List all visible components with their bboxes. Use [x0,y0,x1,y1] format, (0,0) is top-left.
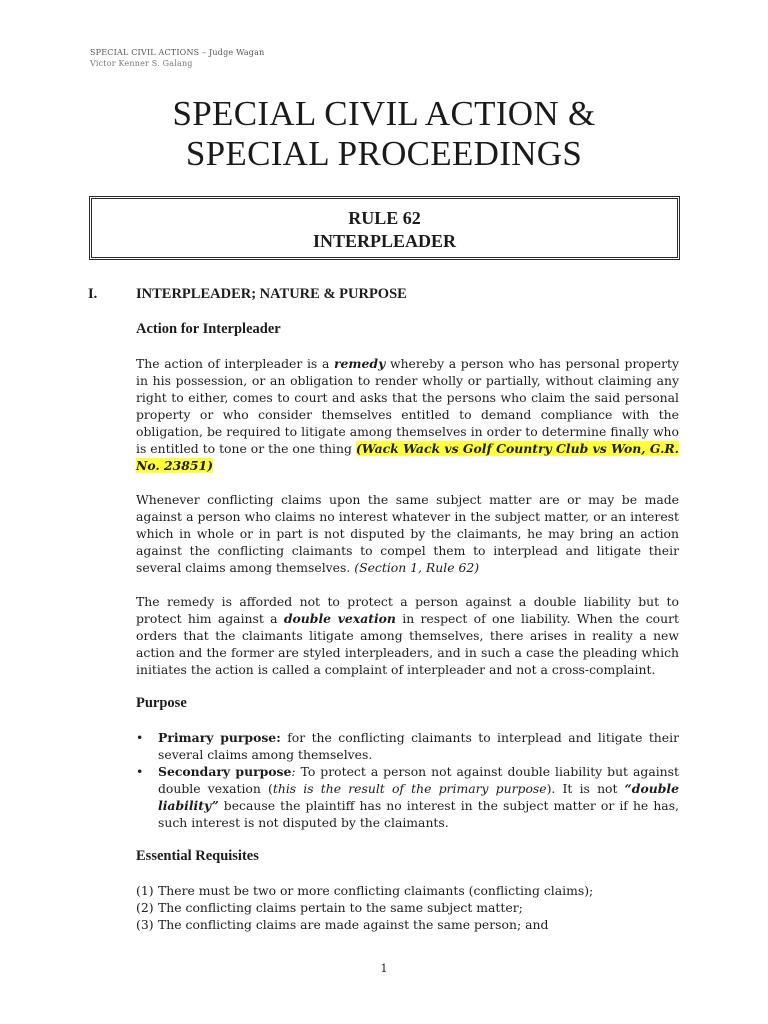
requisite-number: (1) [136,883,154,898]
secondary-purpose-text-a: To protect a person not against double liability but against double vexation ( [158,764,679,796]
document-body [88,286,680,933]
secondary-purpose-text-b: ). It is not [546,781,625,796]
requisite-text: The conflicting claims pertain to the same subject matter; [158,900,523,915]
title-line-1: SPECIAL CIVIL ACTION & [172,94,596,133]
para1-text-a: The action of interpleader is a [136,356,335,371]
secondary-purpose-italic: this is the result of the primary purpose [272,781,547,796]
requisite-number: (3) [136,917,154,932]
highlighted-citation: (Wack Wack vs Golf Country Club vs Won, G.R. No. 23851) [136,441,679,473]
paragraph-section-1 [136,491,679,576]
list-item [136,899,679,916]
primary-purpose-text: for the conflicting claimants to interplead and litigate their several claims among themselves. [158,730,679,762]
paragraph-remedy [136,593,679,678]
page-number: 1 [380,962,388,975]
para2-text: Whenever conflicting claims upon the same subject matter are or may be made against a person who claims no interest whatever in the subject matter, or an interest which in whole or in part is not disputed by the claimants, he may bring an action against the conflicting claimants to compel them to interplead and litigate their several claims among themselves. [136,492,679,575]
list-item [136,916,679,933]
secondary-purpose-colon: : [291,764,296,779]
list-item [158,729,679,763]
requisite-text: There must be two or more conflicting claimants (conflicting claims); [158,883,594,898]
rule-name: INTERPLEADER [312,231,457,251]
section-heading [88,286,679,303]
secondary-purpose-text-c: because the plaintiff has no interest in the subject matter or if he has, such interest is not disputed by the claimants. [158,798,679,830]
requisites-list [136,882,679,933]
list-item [136,882,679,899]
requisite-number: (2) [136,900,154,915]
requisite-text: The conflicting claims are made against the same person; and [158,917,549,932]
rule-box [89,196,680,260]
para3-emphasis: double vexation [283,611,396,626]
secondary-purpose-label: Secondary purpose [158,764,292,779]
para1-emphasis: remedy [334,356,386,371]
para1-text-b: whereby a person who has personal property in his possession, or an obligation to render wholly or partially, without claiming any right to either, comes to court and asks that the persons who claim the said personal property or who consider themselves entitled to demand compliance with the obligation, be required to litigate among themselves in order to determine finally who is entitled to tone or the one thing [136,356,680,456]
running-header [90,47,264,69]
para3-text-b: in respect of one liability. When the court orders that the claimants litigate among themselves, there arises in reality a new action and the former are styled interpleaders, and in such a case the pleading which initiates the action is called a complaint of interpleader and not a cross-complaint. [136,611,679,677]
secondary-purpose-emphasis: “double liability” [158,781,679,813]
action-heading: Action for Interpleader [136,321,281,337]
header-author: Victor Kenner S. Galang [90,59,193,68]
list-item [158,763,679,831]
para3-text-a: The remedy is afforded not to protect a person against a double liability but to protect him against a [136,594,679,626]
header-title: SPECIAL CIVIL ACTIONS – Judge Wagan [90,48,265,57]
primary-purpose-label: Primary purpose: [158,730,281,745]
document-title [0,94,768,174]
title-line-2: SPECIAL PROCEEDINGS [185,134,583,173]
purpose-heading: Purpose [136,695,187,711]
requisites-heading: Essential Requisites [136,848,259,864]
purpose-list [136,729,679,831]
section-number: I. [88,286,98,302]
rule-number: RULE 62 [348,208,421,228]
section-heading-text: INTERPLEADER; NATURE & PURPOSE [136,286,407,302]
paragraph-definition [136,355,679,474]
para2-citation: (Section 1, Rule 62) [354,560,480,575]
